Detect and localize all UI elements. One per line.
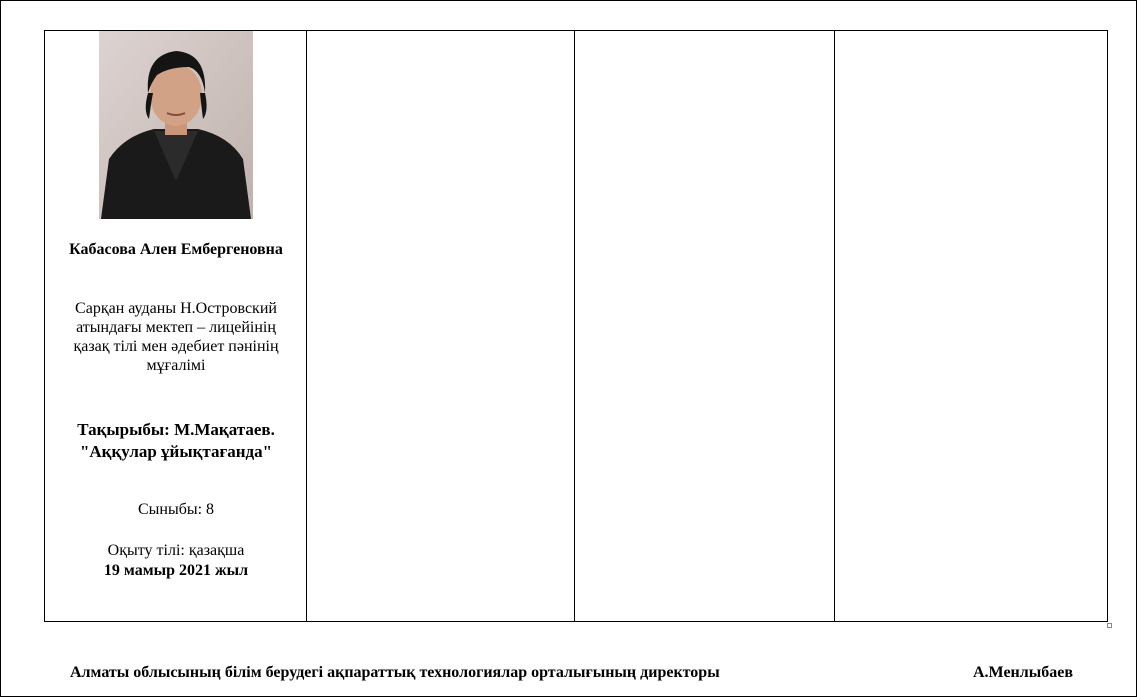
teacher-card-cell [45,31,307,621]
layout-table [44,30,1108,622]
empty-cell-2 [307,31,575,621]
topic-line-1: Тақырыбы: М.Мақатаев. [77,420,275,439]
empty-cell-3 [575,31,835,621]
teacher-photo [99,31,253,219]
footer-organization: Алматы облысының білім берудегі ақпараттық технологиялар орталығының директоры [70,664,720,681]
table-resize-handle[interactable] [1107,623,1112,628]
grade-label: Сыныбы: 8 [137,501,215,518]
language-label: Оқыту тілі: қазақша [107,542,245,559]
teacher-position: Сарқан ауданы Н.Островский атындағы мектеп – лицейінің қазақ тілі мен әдебиет пәнінің мұғалімі [73,300,279,374]
empty-cell-4 [835,31,1109,621]
topic-line-2: "Аққулар ұйықтағанда" [79,442,273,461]
teacher-name: Кабасова Ален Ембергеновна [69,241,283,258]
lesson-date: 19 мамыр 2021 жыл [103,562,249,579]
portrait-image [99,31,253,219]
footer-signatory: А.Менлыбаев [973,664,1073,681]
lesson-topic [51,419,301,463]
